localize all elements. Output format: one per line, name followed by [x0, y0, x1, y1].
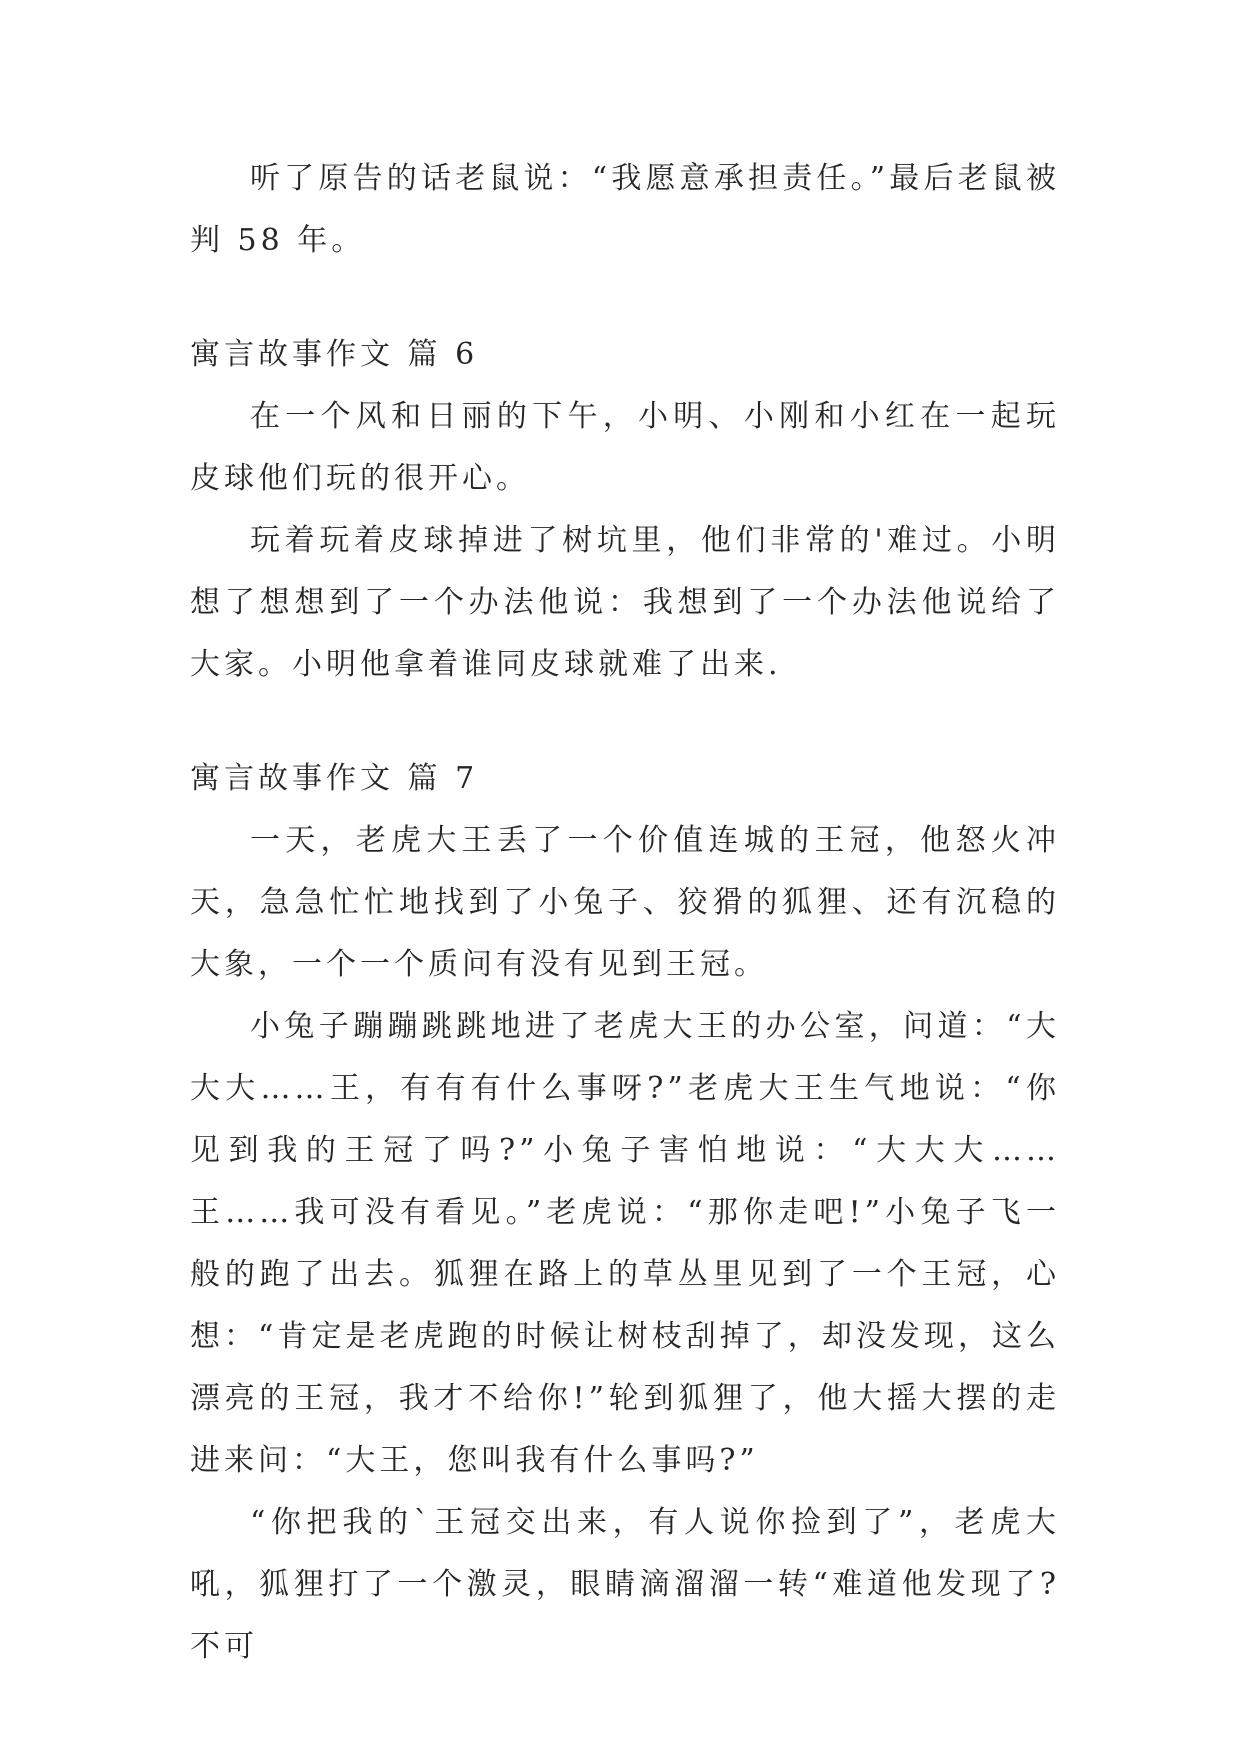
paragraph: 一天，老虎大王丢了一个价值连城的王冠，他怒火冲天，急急忙忙地找到了小兔子、狡猾的狐狸、还有沉稳的大象，一个一个质问有没有见到王冠。 — [190, 823, 1060, 982]
paragraph: 小兔子蹦蹦跳跳地进了老虎大王的办公室，问道：“大大大……王，有有有什么事呀?”老虎大王生气地说：“你见到我的王冠了吗?”小兔子害怕地说：“大大大……王……我可没有看见。”老虎说：“那你走吧!”小兔子飞一般的跑了出去。狐狸在路上的草丛里见到了一个王冠，心想：“肯定是老虎跑的时候让树枝刮掉了，却没发现，这么漂亮的王冠，我才不给你!”轮到狐狸了，他大摇大摆的走进来问：“大王，您叫我有什么事吗?” — [190, 1009, 1060, 1478]
paragraph: 听了原告的话老鼠说：“我愿意承担责任。”最后老鼠被判 58 年。 — [190, 161, 1060, 258]
paragraph: 玩着玩着皮球掉进了树坑里，他们非常的'难过。小明想了想想到了一个办法他说：我想到了一个办法他说给了大家。小明他拿着谁同皮球就难了出来. — [190, 523, 1060, 682]
document-body — [190, 148, 1060, 1678]
paragraph: 在一个风和日丽的下午，小明、小刚和小红在一起玩皮球他们玩的很开心。 — [190, 399, 1060, 496]
section-heading: 寓言故事作文 篇 7 — [190, 761, 479, 796]
section-heading: 寓言故事作文 篇 6 — [190, 337, 479, 372]
paragraph: “你把我的`王冠交出来，有人说你捡到了”，老虎大吼，狐狸打了一个激灵，眼睛滴溜溜一转“难道他发现了?不可 — [190, 1505, 1060, 1664]
